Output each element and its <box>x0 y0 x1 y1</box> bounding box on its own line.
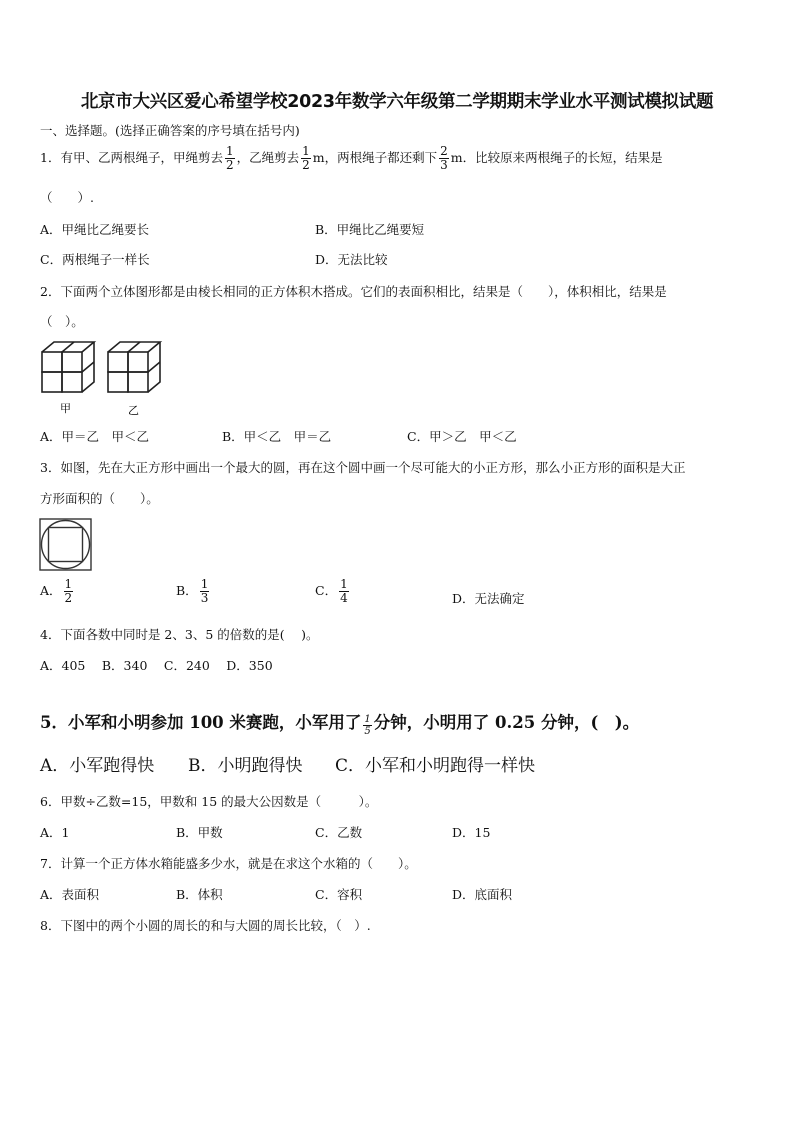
q3-option-c: C． $\frac{1}{4}$ <box>315 577 348 605</box>
q7-option-c: C．容积 <box>315 887 363 902</box>
question-2-line-1: 2．下面两个立体图形都是由棱长相同的正方体积木搭成。它们的表面积相比，结果是（ ），体积相比，结果是 <box>40 284 667 299</box>
q6-option-a: A．1 <box>40 825 70 840</box>
page-title: 北京市大兴区爱心希望学校2023年数学六年级第二学期期末学业水平测试模拟试题 <box>80 92 714 112</box>
q5-option-b: B．小明跑得快 <box>188 756 303 776</box>
q5-option-c: C．小军和小明跑得一样快 <box>335 756 536 776</box>
question-1-line-1: 1．有甲、乙两根绳子，甲绳剪去 $\frac{1}{2}$ ，乙绳剪去 $\frac{1}{2}$ m，两根绳子都还剩下 $\frac{2}{3}$ m．比较原来两根绳子的长短，结果是 <box>40 144 663 172</box>
q2-option-b: B．甲＜乙 甲＝乙 <box>222 429 332 444</box>
square-circle-square-figure <box>38 517 94 573</box>
q3-option-a: A． $\frac{1}{2}$ <box>40 577 73 605</box>
q1-option-c: C．两根绳子一样长 <box>40 252 150 267</box>
q3-option-d: D．无法确定 <box>452 591 525 606</box>
q1-option-d: D．无法比较 <box>315 252 388 267</box>
q3-option-b: B． $\frac{1}{3}$ <box>176 577 209 605</box>
question-4: 4．下面各数中同时是 2、3、5 的倍数的是( )。 <box>40 627 319 642</box>
q2-option-a: A．甲＝乙 甲＜乙 <box>40 429 150 444</box>
q6-option-d: D．15 <box>452 825 491 840</box>
q7-option-a: A．表面积 <box>40 887 100 902</box>
q2-option-c: C．甲＞乙 甲＜乙 <box>407 429 517 444</box>
question-1-line-2: （ ）. <box>40 190 94 205</box>
question-7: 7．计算一个正方体水箱能盛多少水，就是在求这个水箱的（ ）。 <box>40 856 417 871</box>
question-6: 6．甲数÷乙数=15，甲数和 15 的最大公因数是（ ）。 <box>40 794 378 809</box>
q6-option-c: C．乙数 <box>315 825 363 840</box>
fraction: $\frac{1}{2}$ <box>302 144 310 172</box>
q1-option-a: A．甲绳比乙绳要长 <box>40 222 150 237</box>
q4-options: A．405 B．340 C．240 D．350 <box>40 658 273 673</box>
q5-option-a: A．小军跑得快 <box>40 756 155 776</box>
q1-option-b: B．甲绳比乙绳要短 <box>315 222 425 237</box>
label-jia: 甲 <box>60 402 71 415</box>
label-yi: 乙 <box>128 404 139 417</box>
question-3-line-1: 3．如图，先在大正方形中画出一个最大的圆，再在这个圆中画一个尽可能大的小正方形，那么小正方形的面积是大正 <box>40 460 686 475</box>
q7-option-d: D．底面积 <box>452 887 513 902</box>
q7-option-b: B．体积 <box>176 887 223 902</box>
fraction: $\frac{1}{2}$ <box>225 144 234 172</box>
question-8: 8．下图中的两个小圆的周长的和与大圆的周长比较，（ ）. <box>40 918 371 933</box>
question-2-line-2: （ ）。 <box>40 314 84 329</box>
cube-stacks-figure <box>38 338 168 420</box>
q6-option-b: B．甲数 <box>176 825 223 840</box>
question-3-line-2: 方形面积的（ ）。 <box>40 491 159 506</box>
section-heading: 一、选择题。(选择正确答案的序号填在括号内) <box>40 123 300 138</box>
fraction: $\frac{2}{3}$ <box>440 144 448 172</box>
question-5: 5．小军和小明参加 100 米赛跑，小军用了 $\frac{1}{5}$ 分钟，小明用了 0.25 分钟，( )。 <box>40 713 640 737</box>
